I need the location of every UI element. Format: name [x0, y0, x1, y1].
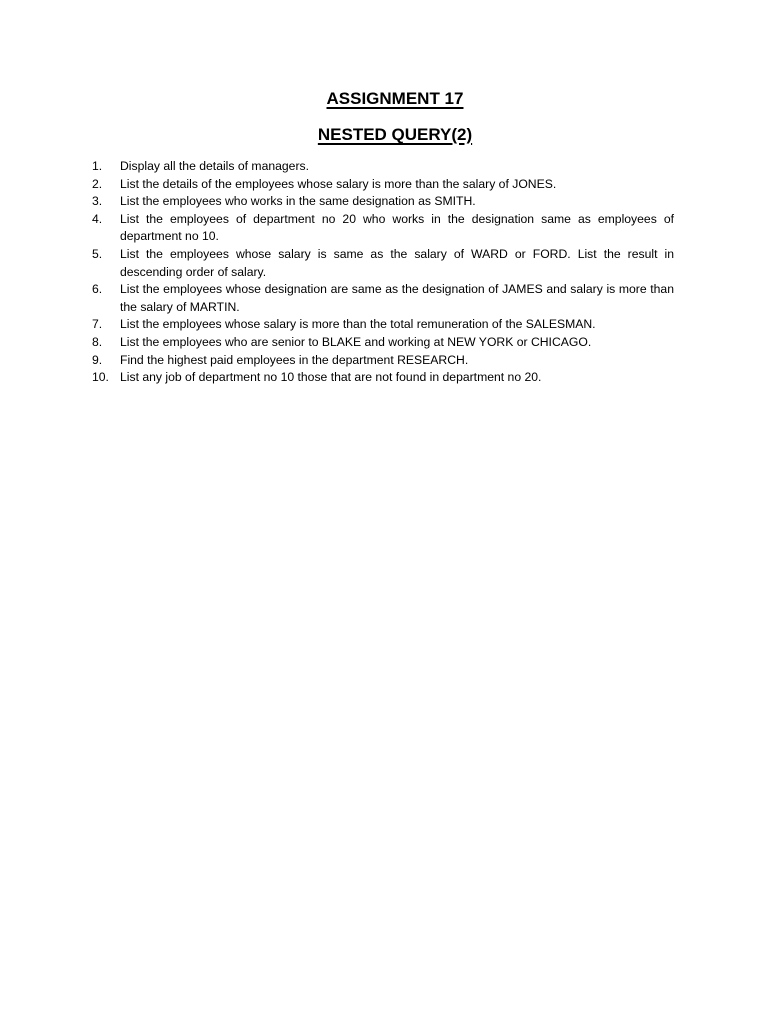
item-text: Display all the details of managers.	[120, 159, 310, 173]
item-text: List the employees who works in the same designation as SMITH.	[120, 194, 476, 209]
list-item	[92, 334, 674, 352]
list-item	[92, 246, 674, 281]
item-text: List the details of the employees whose salary is more than the salary of JONES.	[120, 176, 557, 191]
item-text: List the employees of department no 20 who works in the designation same as employees of department no 10.	[120, 211, 674, 244]
item-text: List the employees whose salary is more than the total remuneration of the SALESMAN.	[120, 317, 596, 332]
item-text: Find the highest paid employees in the department RESEARCH.	[120, 352, 469, 367]
question-list	[92, 158, 674, 387]
item-number: 1.	[92, 159, 103, 173]
item-text: List any job of department no 10 those that are not found in department no 20.	[120, 370, 542, 385]
item-number: 10.	[92, 370, 109, 385]
list-item	[92, 193, 674, 211]
document-title: ASSIGNMENT 17	[326, 89, 464, 108]
item-number: 8.	[92, 334, 103, 349]
list-item	[92, 211, 674, 246]
item-text: List the employees who are senior to BLAKE and working at NEW YORK or CHICAGO.	[120, 334, 592, 349]
document-subtitle: NESTED QUERY(2)	[317, 125, 473, 144]
list-item	[92, 352, 674, 370]
list-item	[92, 369, 674, 387]
item-number: 5.	[92, 246, 103, 261]
item-number: 6.	[92, 282, 103, 297]
list-item	[92, 316, 674, 334]
item-number: 2.	[92, 176, 103, 191]
list-item	[92, 281, 674, 316]
item-number: 9.	[92, 352, 103, 367]
list-item	[92, 176, 674, 194]
item-text: List the employees whose designation are same as the designation of JAMES and salary is more than the salary of MARTIN.	[120, 282, 674, 314]
item-number: 7.	[92, 317, 103, 332]
item-number: 4.	[92, 211, 103, 226]
item-text: List the employees whose salary is same as the salary of WARD or FORD. List the result in descending order of salary.	[120, 246, 674, 279]
item-number: 3.	[92, 194, 103, 209]
list-item	[92, 158, 674, 176]
